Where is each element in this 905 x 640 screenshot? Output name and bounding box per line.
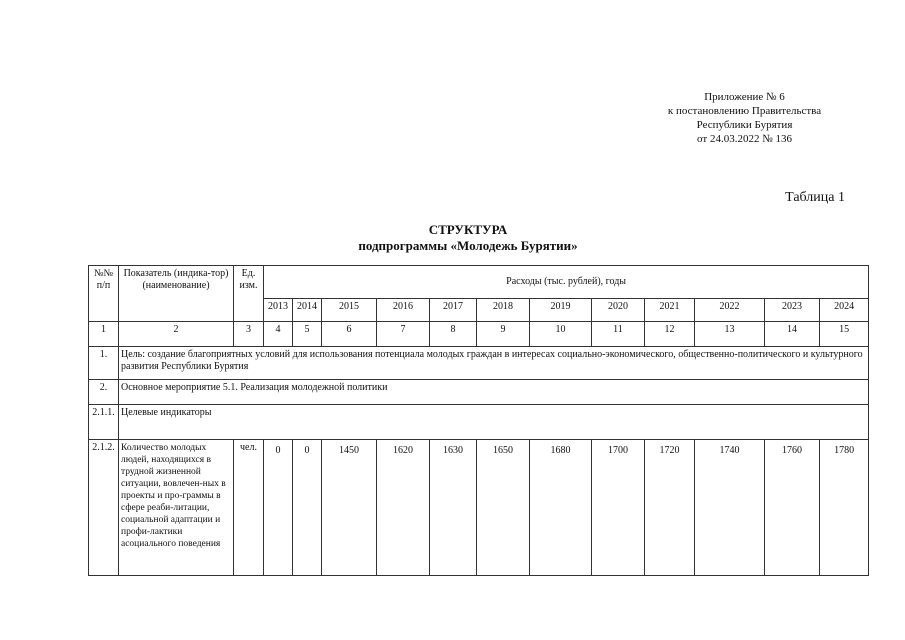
value-cell: 0 bbox=[293, 440, 322, 576]
goal-row bbox=[89, 347, 869, 380]
column-number: 12 bbox=[645, 322, 695, 347]
year-cell: 2020 bbox=[592, 299, 645, 322]
value-cell: 1760 bbox=[765, 440, 820, 576]
row-number: 2.1.1. bbox=[89, 405, 119, 440]
value-cell: 1450 bbox=[322, 440, 377, 576]
column-number: 11 bbox=[592, 322, 645, 347]
header-num: №№ п/п bbox=[89, 266, 119, 322]
year-cell: 2022 bbox=[695, 299, 765, 322]
column-number: 6 bbox=[322, 322, 377, 347]
column-number: 3 bbox=[234, 322, 264, 347]
appendix-line-4: от 24.03.2022 № 136 bbox=[697, 133, 792, 145]
main-activity-text: Основное мероприятие 5.1. Реализация молодежной политики bbox=[119, 380, 869, 405]
appendix-header bbox=[642, 90, 847, 146]
title-line-1: СТРУКТУРА bbox=[428, 222, 508, 237]
header-unit: Ед. изм. bbox=[234, 266, 264, 322]
column-number: 4 bbox=[264, 322, 293, 347]
value-cell: 1720 bbox=[645, 440, 695, 576]
year-cell: 2018 bbox=[477, 299, 530, 322]
table-label: Таблица 1 bbox=[785, 190, 845, 205]
main-activity-row bbox=[89, 380, 869, 405]
structure-table bbox=[88, 265, 869, 576]
header-expenses: Расходы (тыс. рублей), годы bbox=[264, 266, 869, 299]
column-number: 9 bbox=[477, 322, 530, 347]
column-number: 10 bbox=[530, 322, 592, 347]
row-number: 1. bbox=[89, 347, 119, 380]
indicator-unit: чел. bbox=[234, 440, 264, 576]
appendix-line-3: Республики Бурятия bbox=[696, 119, 793, 131]
column-number: 14 bbox=[765, 322, 820, 347]
value-cell: 1630 bbox=[430, 440, 477, 576]
header-indicator: Показатель (индика-тор) (наименование) bbox=[119, 266, 234, 322]
value-cell: 1740 bbox=[695, 440, 765, 576]
year-cell: 2023 bbox=[765, 299, 820, 322]
column-number: 2 bbox=[119, 322, 234, 347]
value-cell: 1680 bbox=[530, 440, 592, 576]
value-cell: 0 bbox=[264, 440, 293, 576]
year-cell: 2015 bbox=[322, 299, 377, 322]
value-cell: 1650 bbox=[477, 440, 530, 576]
document-title bbox=[318, 222, 618, 254]
header-row bbox=[89, 266, 869, 299]
goal-text: Цель: создание благоприятных условий для использования потенциала молодых граждан в интересах социально-экономического, общественно-политического и культурного развития Республики Бурятия bbox=[119, 347, 869, 380]
value-cell: 1780 bbox=[820, 440, 869, 576]
row-number: 2. bbox=[89, 380, 119, 405]
target-indicators-text: Целевые индикаторы bbox=[119, 405, 869, 440]
column-number: 8 bbox=[430, 322, 477, 347]
column-number: 5 bbox=[293, 322, 322, 347]
year-cell: 2013 bbox=[264, 299, 293, 322]
column-number: 7 bbox=[377, 322, 430, 347]
target-indicators-row bbox=[89, 405, 869, 440]
column-numbers-row bbox=[89, 322, 869, 347]
value-cell: 1620 bbox=[377, 440, 430, 576]
title-line-2: подпрограммы «Молодежь Бурятии» bbox=[358, 238, 578, 253]
column-number: 13 bbox=[695, 322, 765, 347]
value-cell: 1700 bbox=[592, 440, 645, 576]
indicator-data-row bbox=[89, 440, 869, 576]
appendix-line-2: к постановлению Правительства bbox=[667, 105, 822, 117]
year-cell: 2021 bbox=[645, 299, 695, 322]
year-cell: 2019 bbox=[530, 299, 592, 322]
column-number: 15 bbox=[820, 322, 869, 347]
year-cell: 2016 bbox=[377, 299, 430, 322]
indicator-name: Количество молодых людей, находящихся в трудной жизненной ситуации, вовлечен-ных в проекты и про-граммы в сфере реаби-литации, социальной адаптации и профи-лактики асоциального поведения bbox=[119, 440, 234, 576]
year-cell: 2014 bbox=[293, 299, 322, 322]
appendix-line-1: Приложение № 6 bbox=[704, 91, 785, 103]
year-cell: 2024 bbox=[820, 299, 869, 322]
row-number: 2.1.2. bbox=[89, 440, 119, 576]
year-cell: 2017 bbox=[430, 299, 477, 322]
column-number: 1 bbox=[89, 322, 119, 347]
